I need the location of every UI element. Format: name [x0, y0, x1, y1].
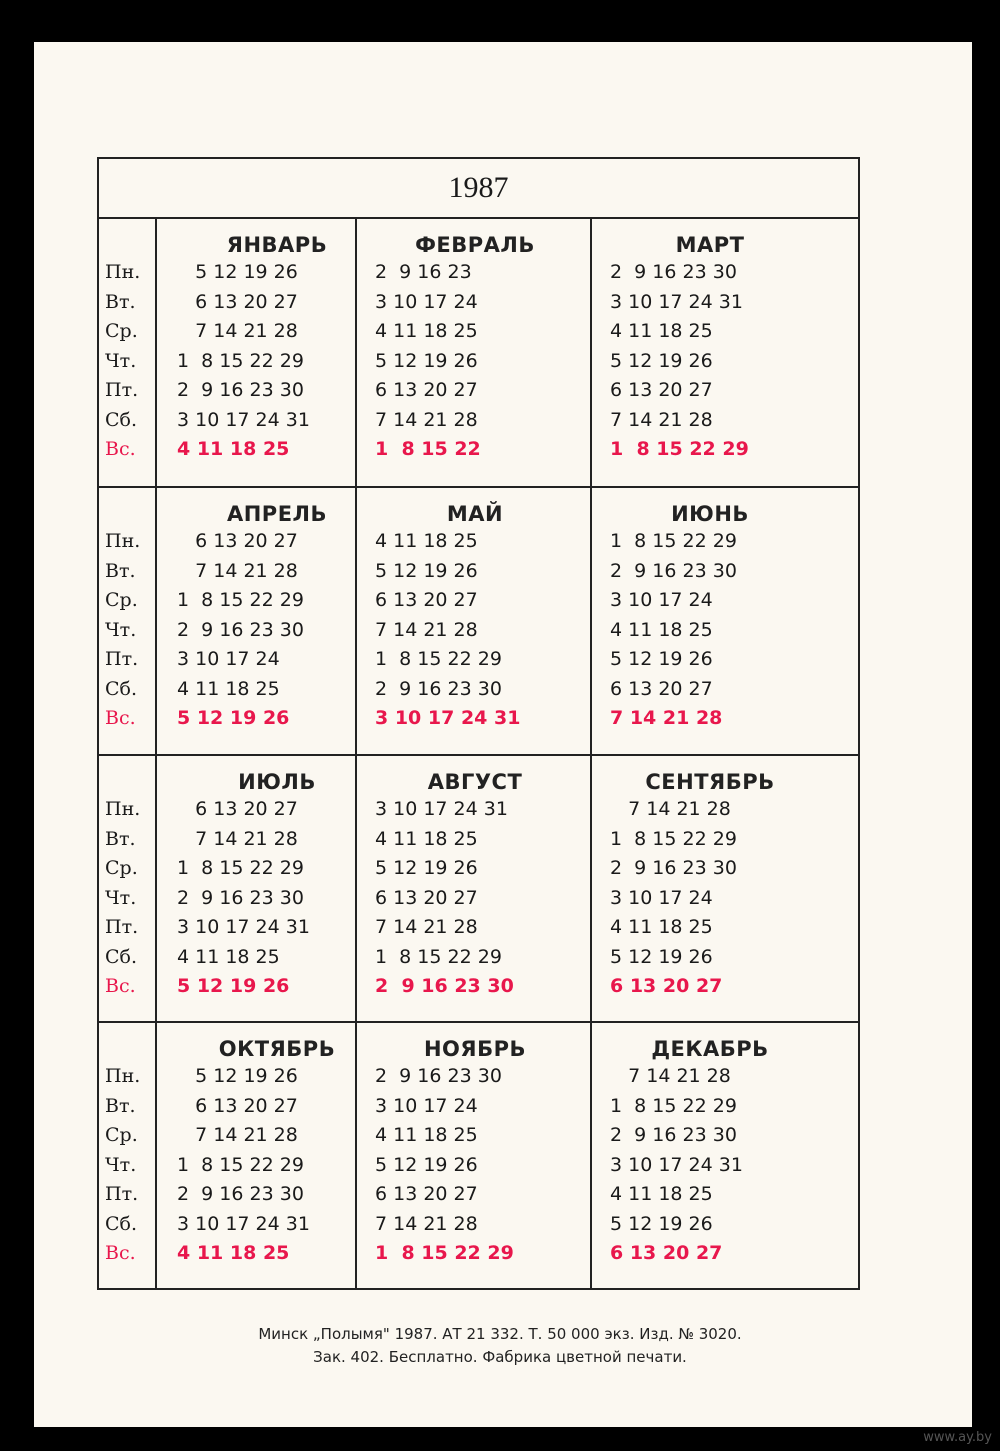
- day-label: Чт.: [105, 349, 137, 372]
- month-block: [357, 488, 593, 748]
- sunday-dates: 1 8 15 22 29: [610, 438, 749, 460]
- day-label: Пн.: [105, 798, 141, 820]
- month-block: [592, 219, 828, 479]
- weekday-dates: 7 14 21 28: [610, 1065, 731, 1087]
- weekday-dates: 1 8 15 22 29: [375, 648, 502, 670]
- weekday-dates: 5 12 19 26: [375, 1153, 478, 1176]
- day-label: Пт.: [105, 1183, 139, 1205]
- weekday-dates: 2 9 16 23: [375, 261, 472, 283]
- weekday-dates: 5 12 19 26: [177, 261, 298, 283]
- weekday-dates: 3 10 17 24: [177, 648, 280, 670]
- day-label: Ср.: [105, 1124, 138, 1146]
- footer-line-1: Минск „Полымя" 1987. АТ 21 332. Т. 50 000 экз. Изд. № 3020.: [258, 1325, 742, 1343]
- month-name: ИЮНЬ: [671, 502, 749, 526]
- day-label: Вт.: [105, 559, 136, 582]
- day-label: Пн.: [105, 530, 141, 552]
- sunday-dates: 1 8 15 22 29: [375, 1242, 514, 1264]
- day-label: Сб.: [105, 945, 138, 968]
- weekday-dates: 7 14 21 28: [375, 408, 478, 431]
- weekday-dates: 5 12 19 26: [610, 648, 713, 670]
- sunday-dates: 3 10 17 24 31: [375, 707, 521, 729]
- weekday-dates: 2 9 16 23 30: [177, 1183, 304, 1205]
- day-label: Сб.: [105, 408, 138, 431]
- weekday-dates: 5 12 19 26: [375, 857, 478, 879]
- day-label: Пт.: [105, 916, 139, 938]
- sunday-dates: 1 8 15 22: [375, 438, 481, 460]
- weekday-dates: 7 14 21 28: [177, 559, 298, 582]
- weekday-dates: 7 14 21 28: [610, 408, 713, 431]
- month-block: [592, 756, 828, 1016]
- sunday-dates: 5 12 19 26: [177, 707, 290, 729]
- weekday-dates: 4 11 18 25: [375, 1124, 478, 1146]
- weekday-dates: 2 9 16 23 30: [177, 886, 304, 909]
- day-label: Чт.: [105, 618, 137, 641]
- sunday-dates: 7 14 21 28: [610, 707, 723, 729]
- month-block: [357, 219, 593, 479]
- weekday-dates: 4 11 18 25: [375, 530, 478, 552]
- weekday-dates: 7 14 21 28: [375, 618, 478, 641]
- day-label: Вт.: [105, 827, 136, 850]
- watermark: www.ay.by: [923, 1430, 992, 1445]
- weekday-dates: 4 11 18 25: [610, 916, 713, 938]
- weekday-dates: 4 11 18 25: [610, 320, 713, 342]
- weekday-dates: 6 13 20 27: [610, 379, 713, 401]
- month-name: ФЕВРАЛЬ: [415, 233, 535, 257]
- day-label: Чт.: [105, 1153, 137, 1176]
- day-label: Вс.: [105, 975, 136, 997]
- day-label: Пт.: [105, 648, 139, 670]
- month-name: МАРТ: [675, 233, 745, 257]
- weekday-dates: 2 9 16 23 30: [610, 857, 737, 879]
- sunday-dates: 5 12 19 26: [177, 975, 290, 997]
- weekday-dates: 6 13 20 27: [375, 589, 478, 611]
- weekday-dates: 6 13 20 27: [177, 798, 298, 820]
- weekday-dates: 4 11 18 25: [610, 618, 713, 641]
- day-label: Пт.: [105, 379, 139, 401]
- month-name: ДЕКАБРЬ: [651, 1037, 769, 1061]
- weekday-dates: 1 8 15 22 29: [177, 1153, 304, 1176]
- month-block: [592, 488, 828, 748]
- weekday-dates: 6 13 20 27: [375, 1183, 478, 1205]
- weekday-dates: 3 10 17 24 31: [610, 1153, 743, 1176]
- month-name: АПРЕЛЬ: [226, 502, 327, 526]
- weekday-dates: 7 14 21 28: [177, 1124, 298, 1146]
- month-block: [592, 1023, 828, 1283]
- weekday-dates: 7 14 21 28: [375, 1212, 478, 1235]
- weekday-dates: 5 12 19 26: [375, 559, 478, 582]
- weekday-dates: 3 10 17 24 31: [177, 408, 310, 431]
- weekday-dates: 1 8 15 22 29: [610, 827, 737, 850]
- weekday-dates: 7 14 21 28: [610, 798, 731, 820]
- weekday-dates: 7 14 21 28: [177, 320, 298, 342]
- month-block: [357, 1023, 593, 1283]
- weekday-dates: 5 12 19 26: [610, 349, 713, 372]
- day-label: Чт.: [105, 886, 137, 909]
- sunday-dates: 6 13 20 27: [610, 975, 723, 997]
- weekday-dates: 6 13 20 27: [177, 290, 298, 313]
- footer-line-2: Зак. 402. Бесплатно. Фабрика цветной печати.: [313, 1348, 687, 1366]
- day-label: Ср.: [105, 320, 138, 342]
- day-label: Сб.: [105, 677, 138, 700]
- month-name: МАЙ: [446, 502, 504, 526]
- month-name: НОЯБРЬ: [423, 1037, 526, 1061]
- weekday-dates: 1 8 15 22 29: [610, 1094, 737, 1117]
- weekday-dates: 2 9 16 23 30: [375, 1065, 502, 1087]
- weekday-dates: 3 10 17 24 31: [177, 1212, 310, 1235]
- weekday-dates: 2 9 16 23 30: [177, 618, 304, 641]
- weekday-dates: 3 10 17 24: [610, 886, 713, 909]
- weekday-dates: 3 10 17 24: [375, 1094, 478, 1117]
- weekday-dates: 1 8 15 22 29: [177, 349, 304, 372]
- day-label: Вт.: [105, 290, 136, 313]
- month-name: СЕНТЯБРЬ: [645, 770, 775, 794]
- weekday-dates: 1 8 15 22 29: [610, 530, 737, 552]
- day-label: Пн.: [105, 1065, 141, 1087]
- weekday-dates: 3 10 17 24: [375, 290, 478, 313]
- day-label: Ср.: [105, 589, 138, 611]
- weekday-dates: 6 13 20 27: [177, 530, 298, 552]
- calendar-year: 1987: [99, 159, 858, 219]
- day-label: Пн.: [105, 261, 141, 283]
- weekday-dates: 2 9 16 23 30: [610, 261, 737, 283]
- weekday-dates: 2 9 16 23 30: [177, 379, 304, 401]
- calendar-frame: [97, 157, 860, 1290]
- sunday-dates: 4 11 18 25: [177, 438, 290, 460]
- weekday-dates: 5 12 19 26: [177, 1065, 298, 1087]
- day-label: Вс.: [105, 438, 136, 460]
- weekday-dates: 7 14 21 28: [375, 916, 478, 938]
- month-name: ИЮЛЬ: [238, 770, 316, 794]
- weekday-dates: 5 12 19 26: [610, 1212, 713, 1235]
- weekday-dates: 3 10 17 24 31: [375, 798, 508, 820]
- weekday-dates: 4 11 18 25: [177, 677, 280, 700]
- weekday-dates: 4 11 18 25: [375, 320, 478, 342]
- sunday-dates: 6 13 20 27: [610, 1242, 723, 1264]
- weekday-dates: 2 9 16 23 30: [610, 1124, 737, 1146]
- month-name: АВГУСТ: [427, 770, 523, 794]
- weekday-dates: 5 12 19 26: [375, 349, 478, 372]
- weekday-dates: 1 8 15 22 29: [375, 945, 502, 968]
- weekday-dates: 3 10 17 24 31: [177, 916, 310, 938]
- day-label: Ср.: [105, 857, 138, 879]
- day-label: Сб.: [105, 1212, 138, 1235]
- weekday-dates: 6 13 20 27: [375, 379, 478, 401]
- day-label: Вс.: [105, 707, 136, 729]
- day-label: Вс.: [105, 1242, 136, 1264]
- weekday-dates: 2 9 16 23 30: [375, 677, 502, 700]
- weekday-dates: 3 10 17 24: [610, 589, 713, 611]
- weekday-dates: 1 8 15 22 29: [177, 857, 304, 879]
- day-label: Вт.: [105, 1094, 136, 1117]
- weekday-dates: 6 13 20 27: [375, 886, 478, 909]
- month-name: ОКТЯБРЬ: [218, 1037, 336, 1061]
- weekday-dates: 1 8 15 22 29: [177, 589, 304, 611]
- weekday-dates: 4 11 18 25: [375, 827, 478, 850]
- weekday-dates: 3 10 17 24 31: [610, 290, 743, 313]
- weekday-dates: 2 9 16 23 30: [610, 559, 737, 582]
- month-block: [357, 756, 593, 1016]
- weekday-dates: 4 11 18 25: [610, 1183, 713, 1205]
- weekday-dates: 6 13 20 27: [610, 677, 713, 700]
- weekday-dates: 5 12 19 26: [610, 945, 713, 968]
- sunday-dates: 2 9 16 23 30: [375, 975, 514, 997]
- weekday-dates: 6 13 20 27: [177, 1094, 298, 1117]
- weekday-dates: 7 14 21 28: [177, 827, 298, 850]
- sunday-dates: 4 11 18 25: [177, 1242, 290, 1264]
- weekday-dates: 4 11 18 25: [177, 945, 280, 968]
- month-name: ЯНВАРЬ: [226, 233, 328, 257]
